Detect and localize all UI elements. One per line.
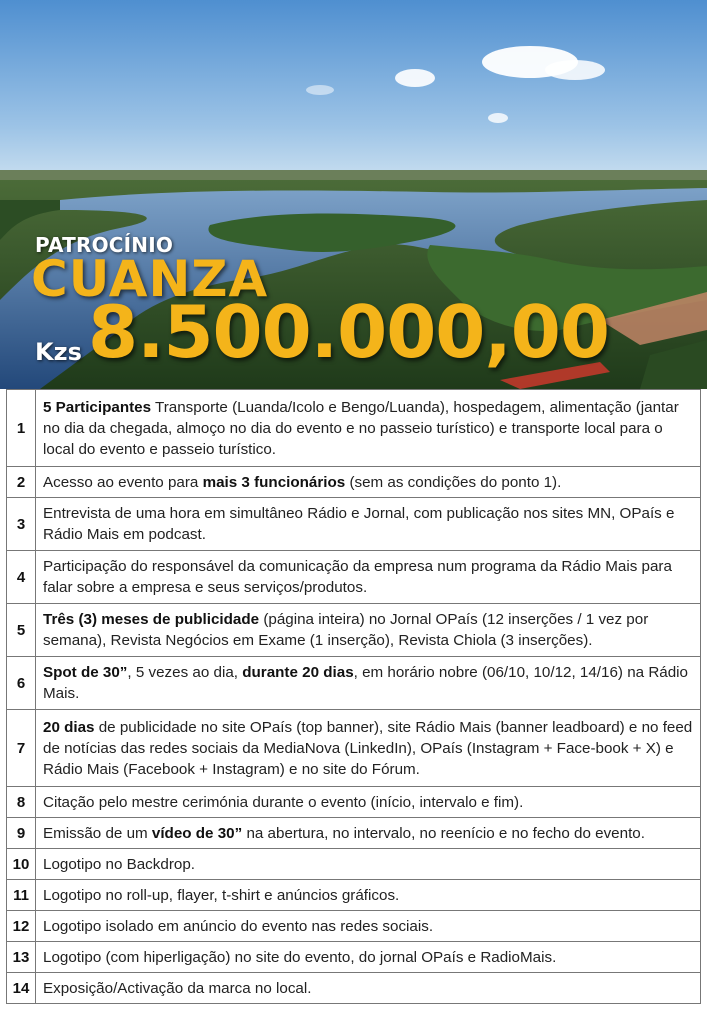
row-number: 9 [7,818,36,849]
sponsorship-amount: 8.500.000,00 [88,290,609,374]
description-text: , 5 vezes ao dia, [127,664,243,681]
row-description [36,849,701,880]
description-text: Logotipo no Backdrop. [43,855,195,873]
currency-label: Kzs [35,338,82,366]
row-description [36,787,701,818]
highlighted-text: durante 20 dias [242,664,354,681]
table-row [7,787,701,818]
highlighted-text: mais 3 funcionários [202,473,346,491]
description-text: , em horário nobre (06/10, 10/12, 14/16) na Rádio Mais. [43,664,688,702]
description-text: de publicidade no site OPaís (top banner), site Rádio Mais (banner leadboard) e no feed de notícias das redes sociais da MediaNova (LinkedIn), OPaís (Instagram + Face-book + X) e Rádio Mais (Facebook + Instagram) e no site do Fórum. [43,718,693,778]
description-text: Logotipo (com hiperligação) no site do evento, do jornal OPaís e RadioMais. [43,948,557,966]
description-text: Citação pelo mestre cerimónia durante o evento (início, intervalo e fim). [43,793,524,811]
table-row [7,390,701,467]
row-number: 7 [7,710,36,787]
row-number: 3 [7,498,36,551]
row-number: 11 [7,880,36,911]
benefits-table [6,389,701,1004]
table-row [7,710,701,787]
row-number: 12 [7,911,36,942]
highlighted-text: Spot de 30” [43,664,128,681]
description-text: Logotipo no roll-up, flayer, t-shirt e anúncios gráficos. [43,886,400,904]
row-number: 1 [7,390,36,467]
description-text: (sem as condições do ponto 1). [345,473,562,491]
table-row [7,911,701,942]
description-text: na abertura, no intervalo, no reenício e no fecho do evento. [242,824,645,842]
description-text: Participação do responsável da comunicação da empresa num programa da Rádio Mais para falar sobre a empresa e seus serviços/produtos. [43,558,672,596]
row-description [36,467,701,498]
description-text: Logotipo isolado em anúncio do evento nas redes sociais. [43,917,434,935]
table-row [7,942,701,973]
description-text: Exposição/Activação da marca no local. [43,979,312,997]
row-description [36,390,701,467]
row-description [36,657,701,710]
row-description [36,973,701,1004]
row-description [36,942,701,973]
row-description [36,498,701,551]
sponsorship-tier-name: CUANZA [31,250,269,308]
row-description [36,604,701,657]
benefits-table-body [7,390,701,1004]
row-number: 5 [7,604,36,657]
sponsorship-label: PATROCÍNIO [35,233,174,257]
table-row [7,849,701,880]
table-row [7,880,701,911]
row-description [36,551,701,604]
row-description [36,880,701,911]
description-text: Entrevista de uma hora em simultâneo Rádio e Jornal, com publicação nos sites MN, OPaís e Rádio Mais em podcast. [43,505,675,543]
table-row [7,498,701,551]
row-number: 4 [7,551,36,604]
highlighted-text: 20 dias [43,718,95,736]
description-text: Acesso ao evento para [43,473,203,491]
row-description [36,710,701,787]
table-row [7,657,701,710]
description-text: Emissão de um [43,824,152,842]
highlighted-text: 5 Participantes [43,398,152,416]
description-text: (página inteira) no Jornal OPaís (12 inserções / 1 vez por semana), Revista Negócios em Exame (1 inserção), Revista Chiola (3 inserções). [43,611,649,649]
row-number: 10 [7,849,36,880]
row-description [36,818,701,849]
row-number: 13 [7,942,36,973]
table-row [7,973,701,1004]
highlighted-text: vídeo de 30” [151,824,243,842]
description-text: Transporte (Luanda/Icolo e Bengo/Luanda), hospedagem, alimentação (jantar no dia da chegada, almoço no dia do evento e no passeio turístico) e transporte local para o local do evento e passeio turístico. [43,398,679,458]
row-number: 8 [7,787,36,818]
hero-photo [0,0,707,389]
row-number: 14 [7,973,36,1004]
table-row [7,551,701,604]
table-row [7,604,701,657]
highlighted-text: Três (3) meses de publicidade [43,611,260,628]
row-number: 6 [7,657,36,710]
row-description [36,911,701,942]
table-row [7,467,701,498]
table-row [7,818,701,849]
hero-overlay [0,0,707,389]
row-number: 2 [7,467,36,498]
